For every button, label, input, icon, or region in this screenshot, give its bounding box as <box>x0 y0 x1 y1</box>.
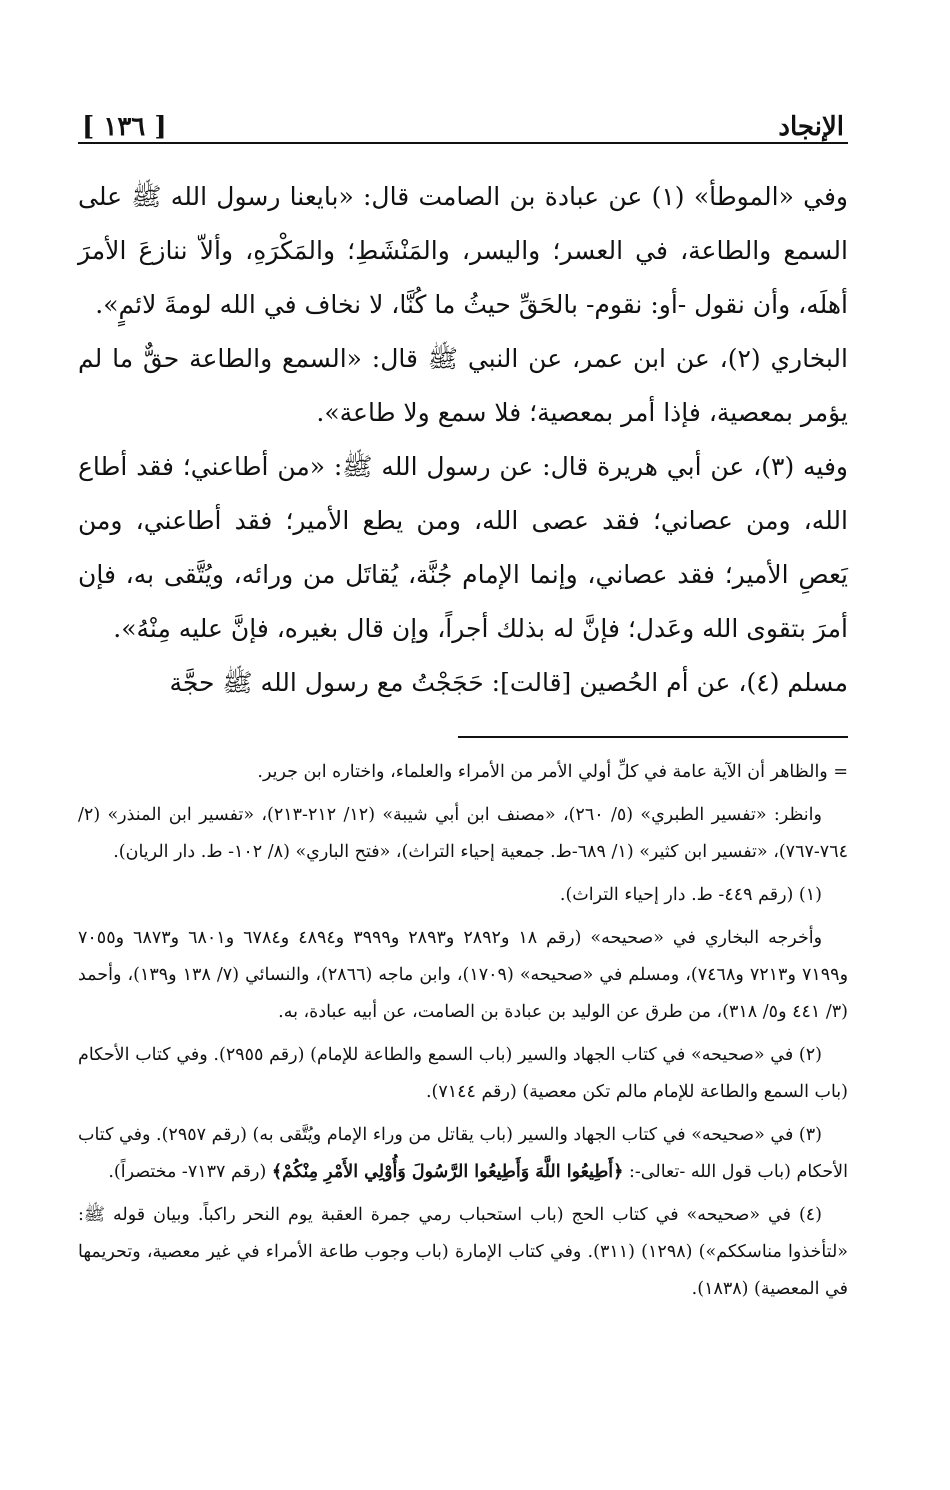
footnote-3 <box>78 1117 848 1191</box>
footnote-divider <box>458 736 848 738</box>
footnote-3-text: (٣) في «صحيحه» في كتاب الجهاد والسير (باب يقاتل من وراء الإمام ويُتَّقى به) (رقم ٢٩٥٧). وفي كتاب الأحكام (باب قول الله -تعالى-: <box>78 1125 848 1182</box>
footnote-continuation: = والظاهر أن الآية عامة في كلِّ أولي الأمر من الأمراء والعلماء، واختاره ابن جرير. <box>257 762 848 782</box>
page-number: [ ١٣٦ ] <box>82 112 167 142</box>
paragraph-muslim: مسلم (٤)، عن أم الحُصين [قالت]: حَجَجْتُ مع رسول الله ﷺ حجَّة <box>169 668 848 697</box>
quran-verse: ﴿أَطِيعُوا اللَّهَ وَأَطِيعُوا الرَّسُولَ وَأُوْلِي الأَمْرِ مِنْكُمْ﴾ <box>271 1162 624 1182</box>
paragraph-bukhari: البخاري (٢)، عن ابن عمر، عن النبي ﷺ قال: «السمع والطاعة حقٌّ ما لم يؤمر بمعصية، فإذا أمر بمعصية؛ فلا سمع ولا طاعة». <box>78 344 848 427</box>
page-header <box>78 100 848 144</box>
main-text <box>78 170 848 710</box>
footnote-1-continuation: وأخرجه البخاري في «صحيحه» (رقم ١٨ و٢٨٩٢ و٢٨٩٣ و٣٩٩٩ و٤٨٩٤ و٦٧٨٤ و٦٨٠١ و٦٨٧٣ و٧٠٥٥ و٧١٩٩ و٧٢١٣ و٧٤٦٨)، ومسلم في «صحيحه» (١٧٠٩)، وابن ماجه (٢٨٦٦)، والنسائي (٧/ ١٣٨ و١٣٩)، وأحمد (٣/ ٤٤١ و٥/ ٣١٨)، من طرق عن الوليد بن عبادة بن الصامت، عن أبيه عبادة، به. <box>78 928 849 1022</box>
paragraph-muwatta: وفي «الموطأ» (١) عن عبادة بن الصامت قال: «بايعنا رسول الله ﷺ على السمع والطاعة، في العسر؛ واليسر، والمَنْشَطِ؛ والمَكْرَهِ، وألاّ ننازعَ الأمرَ أهلَه، وأن نقول -أو: نقوم- بالحَقِّ حيثُ ما كُنَّا، لا نخاف في الله لومةَ لائمٍ». <box>78 182 849 319</box>
footnote-1: (١) (رقم ٤٤٩- ط. دار إحياء التراث). <box>559 885 822 905</box>
footnote-4: (٤) في «صحيحه» في كتاب الحج (باب استحباب رمي جمرة العقبة يوم النحر راكباً. وبيان قوله ﷺ: «لتأخذوا مناسككم») (١٢٩٨) (٣١١). وفي كتاب الإمارة (باب وجوب طاعة الأمراء في غير معصية، وتحريمها في المعصية) (١٨٣٨). <box>78 1205 848 1299</box>
running-title: الإنجاد <box>778 112 844 142</box>
footnote-3-ref: (رقم ٧١٣٧- مختصراً). <box>108 1162 267 1182</box>
footnote-continuation-refs: وانظر: «تفسير الطبري» (٥/ ٢٦٠)، «مصنف ابن أبي شيبة» (١٢/ ٢١٢-٢١٣)، «تفسير ابن المنذر» (٢/ ٧٦٤-٧٦٧)، «تفسير ابن كثير» (١/ ٦٨٩-ط. جمعية إحياء التراث)، «فتح الباري» (٨/ ١٠٢- ط. دار الريان). <box>78 805 848 862</box>
footnote-2: (٢) في «صحيحه» في كتاب الجهاد والسير (باب السمع والطاعة للإمام) (رقم ٢٩٥٥). وفي كتاب الأحكام (باب السمع والطاعة للإمام مالم تكن معصية) (رقم ٧١٤٤). <box>78 1045 848 1102</box>
book-page <box>78 100 848 1314</box>
footnotes <box>78 754 848 1308</box>
paragraph-abu-hurayra: وفيه (٣)، عن أبي هريرة قال: عن رسول الله ﷺ: «من أطاعني؛ فقد أطاع الله، ومن عصاني؛ فقد عصى الله، ومن يطع الأمير؛ فقد أطاعني، ومن يَعصِ الأمير؛ فقد عصاني، وإنما الإمام جُنَّة، يُقاتَل من ورائه، ويُتَّقى به، فإن أمرَ بتقوى الله وعَدل؛ فإنَّ له بذلك أجراً، وإن قال بغيره، فإنَّ عليه مِنْهُ». <box>78 452 849 643</box>
